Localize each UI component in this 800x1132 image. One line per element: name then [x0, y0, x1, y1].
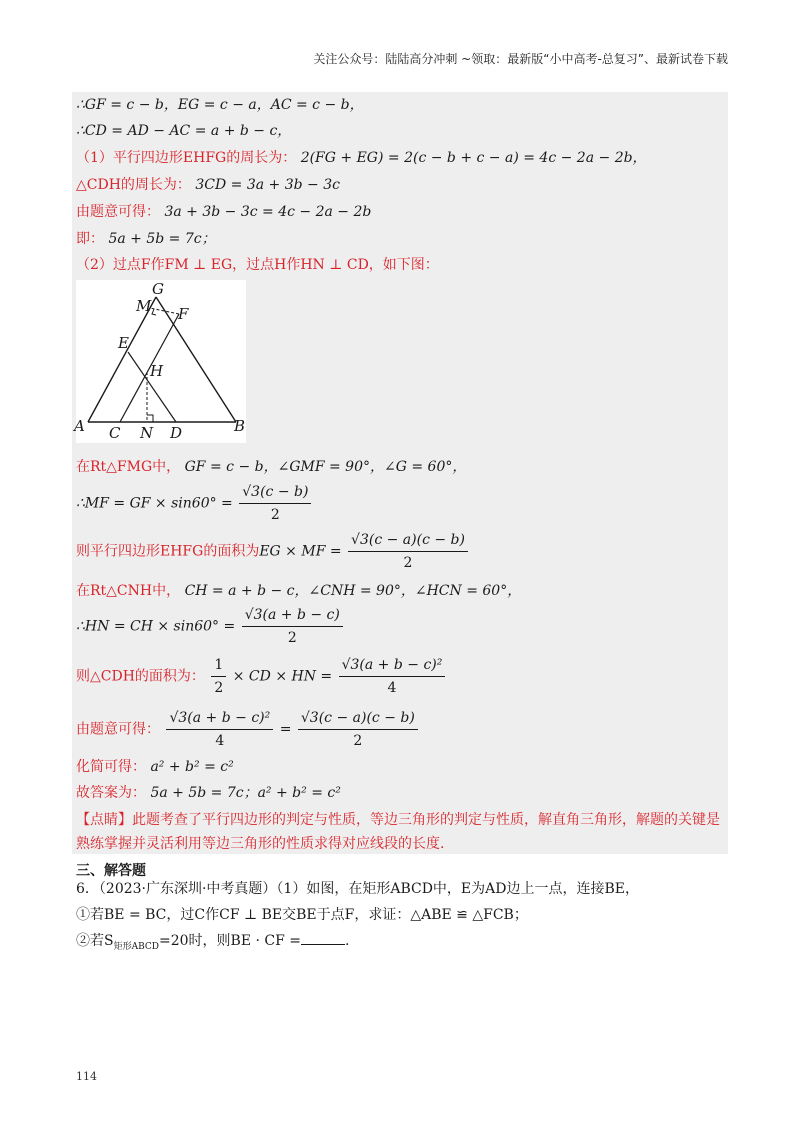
- problem-6-line-1: 6．（2023·广东深圳·中考真题）（1）如图，在矩形ABCD中，E为AD边上一点，连接BE，: [76, 881, 639, 897]
- problem-6-line-3-end: .: [345, 933, 350, 949]
- fraction-cdh-area: [339, 655, 446, 698]
- header-text: 关注公众号：陆陆高分冲刺 ~领取：最新版“小中高考-总复习”、最新试卷下载: [313, 52, 728, 66]
- solution-line-16: [76, 784, 341, 802]
- solution-line-11: [76, 582, 521, 600]
- solution-line-6: [76, 230, 216, 248]
- fraction-equation-left: [166, 708, 273, 751]
- line-12-left: ∴HN = CH × sin60° =: [76, 618, 236, 635]
- line-14-label: 由题意可得：: [76, 721, 160, 738]
- line-6-label: 即：: [76, 231, 104, 247]
- line-3-label: （1）平行四边形EHFG的周长为：: [76, 150, 297, 166]
- fraction-hn-denominator: 2: [287, 630, 297, 646]
- solution-line-1: [76, 96, 364, 114]
- solution-line-3: [76, 149, 647, 167]
- key-point-note: 【点睛】此题考查了平行四边形的判定与性质，等边三角形的判定与性质，解直角三角形，解题的关键是熟练掌握并灵活利用等边三角形的性质求得对应线段的长度.: [76, 812, 720, 852]
- fraction-mf-numerator: √3(c − b): [239, 482, 311, 504]
- line-10-label: 则平行四边形EHFG的面积为: [76, 543, 260, 560]
- answer-blank[interactable]: [301, 944, 345, 945]
- section-title: 三、解答题: [76, 863, 146, 879]
- solution-line-13: [76, 655, 447, 698]
- fraction-equation-left-denominator: 4: [215, 733, 225, 749]
- solution-line-7: （2）过点F作FM ⊥ EG，过点H作HN ⊥ CD，如下图：: [76, 257, 439, 273]
- right-angle-N: [147, 415, 153, 422]
- fraction-half: [211, 655, 226, 698]
- right-angle-M: [152, 309, 156, 315]
- solution-line-14: [76, 708, 420, 751]
- area-subscript: 矩形ABCD: [113, 941, 159, 952]
- solution-line-15: [76, 758, 234, 776]
- problem-6-line-2: ①若BE = BC，过C作CF ⊥ BE交BE于点F，求证：△ABE ≌ △FCB；: [76, 907, 528, 923]
- solution-line-4: [76, 176, 340, 194]
- label-C: C: [109, 424, 121, 442]
- label-G: G: [152, 280, 164, 298]
- fraction-mf-denominator: 2: [270, 507, 280, 523]
- solution-line-12: [76, 605, 345, 648]
- line-16-label: 故答案为：: [76, 785, 146, 801]
- solution-line-8: [76, 458, 466, 476]
- line-1-math: ∴GF = c − b，EG = c − a，AC = c − b，: [76, 97, 364, 113]
- problem-6-line-3-rest: =20时，则BE · CF =: [158, 933, 301, 949]
- solution-line-2: [76, 122, 291, 140]
- fraction-cdh-area-numerator: √3(a + b − c)²: [339, 655, 446, 677]
- line-11-math: CH = a + b − c，∠CNH = 90°，∠HCN = 60°，: [184, 583, 522, 599]
- label-A: A: [74, 417, 85, 435]
- fraction-hn-numerator: √3(a + b − c): [242, 605, 343, 627]
- triangle-figure: [76, 280, 246, 443]
- fraction-half-numerator: 1: [211, 655, 226, 677]
- line-11-label: 在Rt△CNH中，: [76, 583, 181, 599]
- line-10-left: EG × MF =: [259, 543, 342, 560]
- fraction-cdh-area-denominator: 4: [387, 680, 397, 696]
- line-9-left: ∴MF = GF × sin60° =: [76, 495, 233, 512]
- fraction-hn: [242, 605, 343, 648]
- segment-GB: [156, 297, 236, 422]
- fraction-area: [348, 530, 468, 573]
- label-M: M: [136, 297, 152, 315]
- fraction-half-denominator: 2: [214, 680, 224, 696]
- fraction-mf: [239, 482, 311, 525]
- line-16-math: 5a + 5b = 7c；a² + b² = c²: [150, 785, 341, 801]
- line-15-math: a² + b² = c²: [150, 759, 234, 775]
- label-N: N: [140, 424, 154, 442]
- label-B: B: [234, 417, 246, 435]
- problem-6-line-3: [76, 930, 349, 952]
- line-3-math: 2(FG + EG) = 2(c − b + c − a) = 4c − 2a − 2b，: [300, 150, 647, 166]
- solution-line-5: [76, 203, 371, 221]
- triangle-diagram: [76, 280, 246, 443]
- line-5-math: 3a + 3b − 3c = 4c − 2a − 2b: [164, 204, 372, 220]
- line-15-label: 化简可得：: [76, 759, 146, 775]
- segment-AG: [88, 297, 156, 422]
- line-8-label: 在Rt△FMG中，: [76, 459, 181, 475]
- fraction-equation-right-numerator: √3(c − a)(c − b): [298, 708, 418, 730]
- line-13-mid: × CD × HN =: [232, 668, 333, 685]
- fraction-equation-right: [298, 708, 418, 751]
- line-4-math: 3CD = 3a + 3b − 3c: [195, 177, 340, 193]
- line-8-math: GF = c − b，∠GMF = 90°，∠G = 60°，: [184, 459, 467, 475]
- label-E: E: [118, 334, 129, 352]
- solution-line-9: [76, 482, 313, 525]
- fraction-equation-left-numerator: √3(a + b − c)²: [166, 708, 273, 730]
- label-H: H: [150, 362, 164, 380]
- area-symbol: ②若S: [76, 933, 114, 949]
- solution-line-10: [76, 530, 470, 573]
- page-header: [0, 0, 800, 70]
- fraction-area-numerator: √3(c − a)(c − b): [348, 530, 468, 552]
- fraction-area-denominator: 2: [403, 555, 413, 571]
- page-number: 114: [76, 1070, 97, 1083]
- fraction-equation-right-denominator: 2: [353, 733, 363, 749]
- equals-sign: =: [279, 721, 292, 738]
- line-2-math: ∴CD = AD − AC = a + b − c，: [76, 123, 292, 139]
- label-F: F: [178, 305, 189, 323]
- label-D: D: [170, 424, 183, 442]
- line-5-label: 由题意可得：: [76, 204, 160, 220]
- line-13-label: 则△CDH的面积为：: [76, 668, 205, 685]
- line-6-math: 5a + 5b = 7c；: [108, 231, 216, 247]
- line-4-label: △CDH的周长为：: [76, 177, 191, 193]
